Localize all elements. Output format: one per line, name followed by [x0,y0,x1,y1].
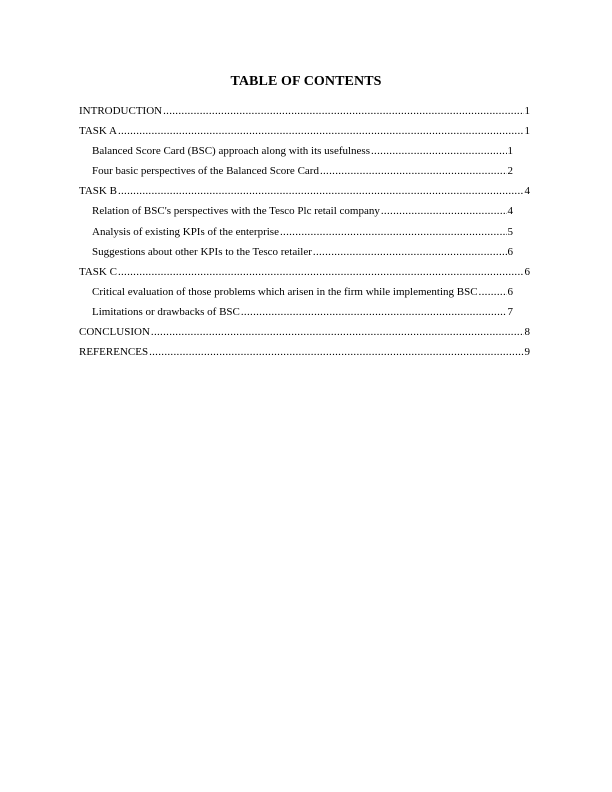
toc-entry-title: INTRODUCTION [79,105,163,117]
toc-entry-page: 4 [524,185,530,198]
toc-entry-title: TASK B [79,185,117,198]
toc-entry-introduction[interactable] [79,101,530,121]
toc-entry-bsc-approach[interactable] [79,141,530,161]
toc-entry-page: 4 [507,205,513,218]
toc-entry-title: TASK C [79,265,117,278]
toc-entry-conclusion[interactable] [79,322,530,342]
table-of-contents [79,101,530,362]
dot-leader [479,282,507,302]
toc-entry-title: Limitations or drawbacks of BSC [92,305,240,318]
toc-entry-task-a[interactable] [79,121,530,141]
toc-entry-page: 1 [524,105,530,117]
dot-leader [151,322,524,342]
dot-leader [280,222,507,242]
toc-entry-title: REFERENCES [79,346,149,359]
toc-entry-task-b[interactable] [79,181,530,201]
toc-entry-title: Four basic perspectives of the Balanced Score Card [92,165,319,178]
toc-entry-kpi-suggestions[interactable] [79,242,530,262]
dot-leader [163,101,523,121]
toc-heading: TABLE OF CONTENTS [230,74,382,89]
dot-leader [118,121,524,141]
dot-leader [118,181,524,201]
toc-entry-title: Analysis of existing KPIs of the enterprise [92,225,279,238]
toc-entry-page: 9 [524,346,530,359]
toc-entry-page: 6 [507,245,513,258]
toc-entry-page: 2 [507,165,513,178]
dot-leader [371,141,507,161]
dot-leader [313,242,507,262]
toc-entry-page: 8 [524,326,530,339]
toc-entry-page: 1 [507,145,513,158]
dot-leader [320,161,507,181]
toc-entry-title: Balanced Score Card (BSC) approach along with its usefulness [92,145,370,158]
toc-entry-task-c[interactable] [79,262,530,282]
toc-entry-limitations[interactable] [79,302,530,322]
dot-leader [241,302,507,322]
toc-entry-title: CONCLUSION [79,326,150,339]
toc-entry-page: 5 [507,225,513,238]
dot-leader [381,201,507,221]
toc-entry-title: Suggestions about other KPIs to the Tesco retailer [92,245,312,258]
toc-entry-title: TASK A [79,125,117,138]
toc-entry-page: 6 [507,285,513,298]
toc-entry-title: Relation of BSC's perspectives with the Tesco Plc retail company [92,205,380,218]
dot-leader [118,262,524,282]
toc-entry-page: 7 [507,305,513,318]
toc-entry-bsc-relation[interactable] [79,201,530,221]
toc-entry-page: 6 [524,265,530,278]
toc-entry-kpi-analysis[interactable] [79,222,530,242]
toc-entry-critical-evaluation[interactable] [79,282,530,302]
toc-entry-title: Critical evaluation of those problems which arisen in the firm while implementing BSC [92,285,478,298]
toc-entry-four-perspectives[interactable] [79,161,530,181]
toc-entry-page: 1 [524,125,530,138]
toc-entry-references[interactable] [79,342,530,362]
dot-leader [149,342,523,362]
